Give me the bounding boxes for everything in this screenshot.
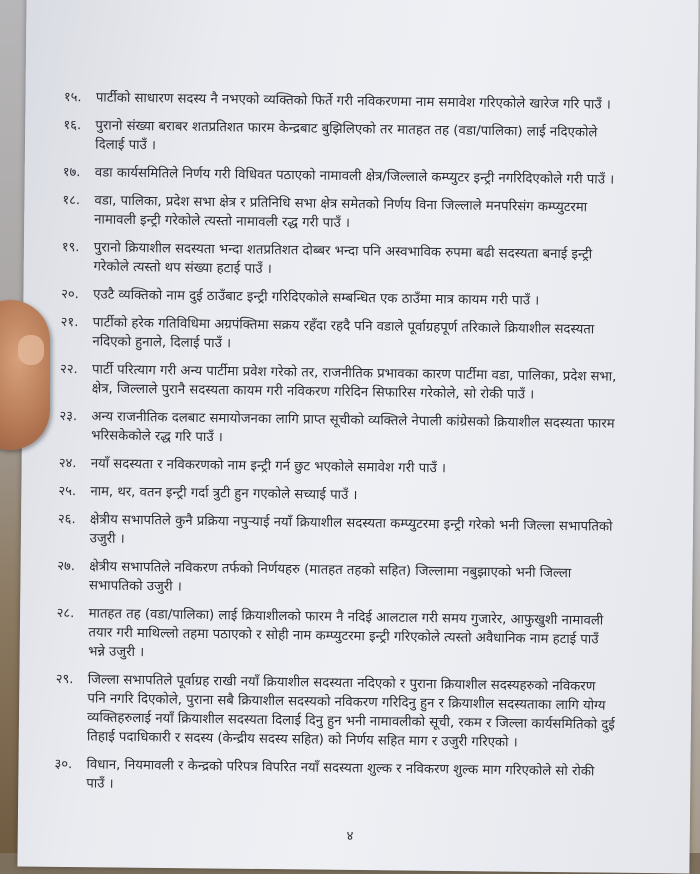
item-text: पुरानो संख्या बराबर शतप्रतिशत फारम केन्द्रबाट बुझिलिएको तर मातहत तह (वडा/पालिका) लाई नदिएकोले दिलाई पाउँ । [95,118,598,154]
item-text: वडा, पालिका, प्रदेश सभा क्षेत्र र प्रतिनिधि सभा क्षेत्र समेतको निर्णय विना जिल्लाले मनपरिसंग कम्प्युटरमा नामावली इन्ट्री गरेकोले त्यस्तो नामावली रद्ध गरी पाउँ । [94,193,588,232]
item-text: एउटै व्यक्तिको नाम दुई ठाउँबाट इन्ट्री गरिदिएकोले सम्बन्धित एक ठाउँमा मात्र कायम गरी पाउँ । [93,287,540,309]
item-number: १६. [63,117,82,134]
list-item [60,360,620,406]
list-item [63,116,623,162]
item-number: २२. [59,361,78,378]
item-number: १८. [62,192,81,209]
document-body [54,88,624,810]
item-text: मातहत तह (वडा/पालिका) लाई क्रियाशीलको फारम नै नदिई आलटाल गरी समय गुजारेर, आफुखुशी नामावली तयार गरी माथिल्लो तहमा पठाएको र सोही नाम कम्प्युटरमा इन्ट्री गरिएकोले त्यस्तो अवैधानिक नाम हटाई पाउँ भन्ने उजुरी । [88,606,604,661]
list-item [62,191,622,237]
item-text: पार्टीको साधारण सदस्य नै नभएको व्यक्तिको फिर्ते गरी नविकरणमा नाम समावेश गरिएकोले खारेज गरि पाउँ । [95,90,611,113]
item-number: २९. [55,671,74,688]
item-number: २१. [60,314,79,331]
list-item [61,285,621,312]
list-item [55,670,616,754]
item-number: २४. [58,455,77,472]
list-item [60,313,620,359]
item-text: वडा कार्यसमितिले निर्णय गरी विधिवत पठाएको नामावली क्षेत्र/जिल्लाले कम्प्युटर इन्ट्री नगरिदिएकोले गरी पाउँ । [94,165,615,188]
item-number: २५. [58,483,77,500]
list-item [61,238,621,284]
page-number: ४ [346,829,354,844]
item-text: अन्य राजनीतिक दलबाट समायोजनका लागि प्राप्त सूचीको व्यक्तिले नेपाली कांग्रेसको क्रियाशील सदस्यता फारम भरिसकेकोले रद्ध गरि पाउँ । [91,409,615,446]
item-text: पुरानो क्रियाशील सदस्यता भन्दा शतप्रतिशत दोब्बर भन्दा पनि अस्वभाविक रुपमा बढी सदस्यता बनाई इन्ट्री गरेकोले त्यस्तो थप संख्या हटाई पाउँ । [93,240,593,277]
thumbnail-nail-image [18,335,44,365]
item-text: नयाँ सदस्यता र नविकरणको नाम इन्ट्री गर्न छुट भएकोले समावेश गरी पाउँ । [90,456,447,477]
list-item [58,510,618,556]
item-text: जिल्ला सभापतिले पूर्वाग्रह राखी नयाँ क्रियाशील सदस्यता नदिएको र पुराना क्रियाशील सदस्यहरुको नविकरण पनि नगरि दिएकोले, पुराना सबै क्रियाशील सदस्यको नविकरण गरिदिनु हुन र क्रियाशील सदस्यताका लागि योग्य व्यक्तिहरुलाई नयाँ क्रियाशील सदस्यता दिलाई दिनु हुन भनी नामावलीको सूची, रकम र जिल्ला कार्यसमितिको दुई तिहाई पदाधिकारी र सदस्य (केन्द्रीय सदस्य सहित) को निर्णय सहित माग र उजुरी गरिएको । [86,672,615,751]
item-text: नाम, थर, वतन इन्ट्री गर्दा त्रुटी हुन गएकोले सच्याई पाउँ । [90,484,358,504]
list-item [54,755,614,801]
list-item [58,482,618,509]
item-number: २०. [61,286,79,303]
item-text: क्षेत्रीय सभापतिले नविकरण तर्फको निर्णयहरु (मातहत तहको सहित) जिल्लामा नबुझाएको भनी जिल्ला सभापतिको उजुरी । [88,559,572,595]
item-number: २८. [56,605,75,622]
list-item [57,557,617,603]
item-number: १५. [63,89,82,106]
item-number: २७. [57,558,76,575]
item-number: २६. [57,511,76,528]
item-text: क्षेत्रीय सभापतिले कुनै प्रक्रिया नपुऱ्याई नयाँ क्रियाशील सदस्यता कम्प्युटरमा इन्ट्री गरेको भनी जिल्ला सभापतिको उजुरी । [89,512,613,547]
list-item [59,454,619,481]
item-text: पार्टीको हरेक गतिविधिमा अग्रपंक्तिमा सक्रय रहँदा रहदै पनि वडाले पूर्वाग्रहपूर्ण तरिकाले क्रियाशील सदस्यता नदिएको हुनाले, दिलाई पाउँ । [92,315,595,352]
list-item [56,604,617,669]
list-item [59,407,619,453]
item-number: १७. [62,164,81,181]
item-number: २३. [59,408,78,425]
item-number: ३०. [54,756,73,773]
item-number: १९. [61,239,80,256]
thumb-image [0,300,50,450]
item-text: पार्टी परित्याग गरी अन्य पार्टीमा प्रवेश गरेको तर, राजनीतिक प्रभावका कारण पार्टीमा वडा, पालिका, प्रदेश सभा, क्षेत्र, जिल्लाले पुरानै सदस्यता कायम गरी नविकरण गरिदिन सिफारिस गरेकोले, सो रोकी पाउँ । [91,362,617,403]
item-text: विधान, नियमावली र केन्द्रको परिपत्र विपरित नयाँ सदस्यता शुल्क र नविकरण शुल्क माग गरिएकोले सो रोकी पाउँ । [86,757,595,792]
list-item [63,163,623,190]
